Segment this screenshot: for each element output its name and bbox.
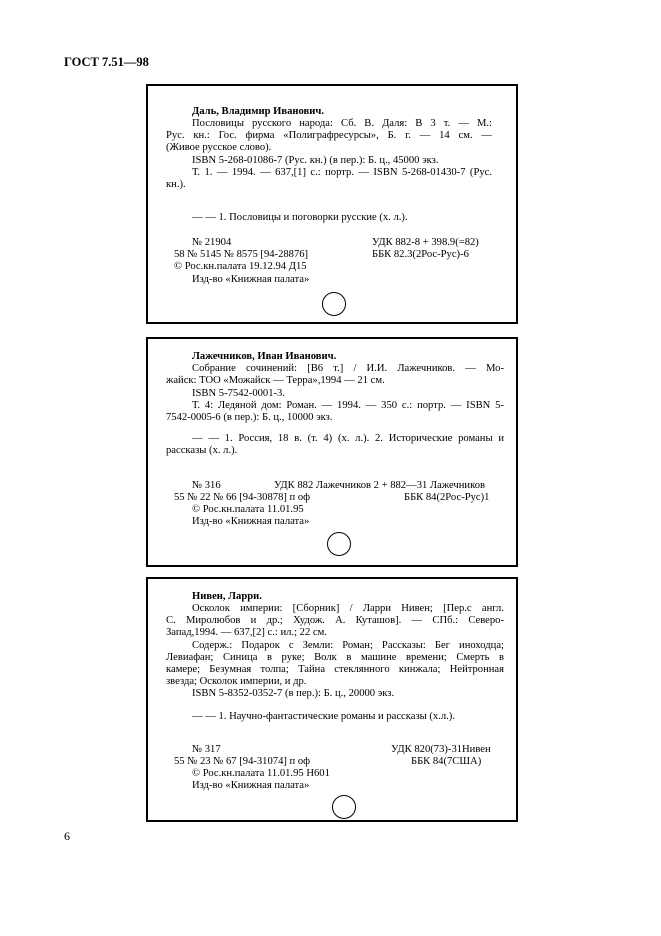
catalog-card-niven <box>146 577 518 822</box>
card-contents-line: Левиафан; Синица в руке; Волк в машине времени; Смерть в <box>166 652 504 663</box>
card-udk: УДК 882 Лажечников 2 + 882—31 Лажечников <box>274 480 486 491</box>
card-title-line: жайск: ТОО «Можайск — Терра»,1994 — 21 см. <box>166 375 385 386</box>
card-isbn: ISBN 5-7542-0001-3. <box>192 388 285 399</box>
card-hole <box>327 532 351 556</box>
card-registration: 55 № 22 № 66 [94-30878] п оф <box>174 492 311 503</box>
card-publisher: Изд-во «Книжная палата» <box>192 780 310 791</box>
card-isbn: ISBN 5-8352-0352-7 (в пер.): Б. ц., 20000 экз. <box>192 688 395 699</box>
card-subject-line: — — 1. Научно-фантастические романы и рассказы (х.л.). <box>192 711 455 722</box>
card-title-line: Запад,1994. — 637,[2] с.: ил.; 22 см. <box>166 627 327 638</box>
card-author: Нивен, Ларри. <box>192 591 262 602</box>
card-registration: 58 № 5145 № 8575 [94-28876] <box>174 249 309 260</box>
card-chamber: © Рос.кн.палата 11.01.95 Н601 <box>192 768 330 779</box>
card-title-line: С. Миролюбов и др.; Худож. А. Куташов]. — СПб.: Северо- <box>166 615 504 626</box>
card-subject-line: — — 1. Пословицы и поговорки русские (х. л.). <box>192 212 408 223</box>
card-number: № 21904 <box>192 237 232 248</box>
card-title-line: Рус. кн.: Гос. фирма «Полиграфресурсы», Б. г. — 14 см. — <box>166 130 492 141</box>
card-udk: УДК 882-8 + 398.9(=82) <box>372 237 479 248</box>
card-contents-line: звезда; Осколок империи, и др. <box>166 676 307 687</box>
card-hole <box>332 795 356 819</box>
card-number: № 316 <box>192 480 221 491</box>
card-volume-line: Т. 4: Ледяной дом: Роман. — 1994. — 350 с.: портр. — ISBN 5- <box>192 400 504 411</box>
document-header: ГОСТ 7.51—98 <box>64 55 149 69</box>
card-subject-line: — — 1. Россия, 18 в. (т. 4) (х. л.). 2. Исторические романы и <box>192 433 504 444</box>
card-hole <box>322 292 346 316</box>
card-author: Даль, Владимир Иванович. <box>192 106 324 117</box>
catalog-card-lazhechnikov <box>146 337 518 567</box>
card-contents-line: камере; Безумная толпа; Тайна стеклянного кинжала; Нейтронная <box>166 664 504 675</box>
card-title-line: Пословицы русского народа: Сб. В. Даля: В 3 т. — М.: <box>192 118 492 129</box>
card-subject-line: рассказы (х. л.). <box>166 445 238 456</box>
card-publisher: Изд-во «Книжная палата» <box>192 516 310 527</box>
card-chamber: © Рос.кн.палата 19.12.94 Д15 <box>174 261 307 272</box>
card-chamber: © Рос.кн.палата 11.01.95 <box>192 504 304 515</box>
card-publisher: Изд-во «Книжная палата» <box>192 274 310 285</box>
page-number: 6 <box>64 829 70 843</box>
card-title-line: Собрание сочинений: [В6 т.] / И.И. Лажечников. — Мо- <box>192 363 504 374</box>
card-volume-line: кн.). <box>166 179 186 190</box>
card-bbk: ББК 82.3(2Рос-Рус)-6 <box>372 249 469 260</box>
card-title-line: Осколок империи: [Сборник] / Ларри Нивен; [Пер.с англ. <box>192 603 504 614</box>
card-contents-line: Содерж.: Подарок с Земли: Роман; Рассказы: Бег иноходца; <box>192 640 504 651</box>
card-title-line: (Живое русское слово). <box>166 142 272 153</box>
catalog-card-dal <box>146 84 518 324</box>
card-udk: УДК 820(73)-31Нивен <box>391 744 491 755</box>
card-volume-line: Т. 1. — 1994. — 637,[1] с.: портр. — ISBN 5-268-01430-7 (Рус. <box>192 167 492 178</box>
card-isbn: ISBN 5-268-01086-7 (Рус. кн.) (в пер.): Б. ц., 45000 экз. <box>192 155 439 166</box>
card-bbk: ББК 84(2Рос-Рус)1 <box>404 492 490 503</box>
card-author: Лажечников, Иван Иванович. <box>192 351 337 362</box>
card-number: № 317 <box>192 744 221 755</box>
card-bbk: ББК 84(7США) <box>411 756 482 767</box>
card-volume-line: 7542-0005-6 (в пер.): Б. ц., 10000 экз. <box>166 412 333 423</box>
card-registration: 55 № 23 № 67 [94-31074] п оф <box>174 756 311 767</box>
